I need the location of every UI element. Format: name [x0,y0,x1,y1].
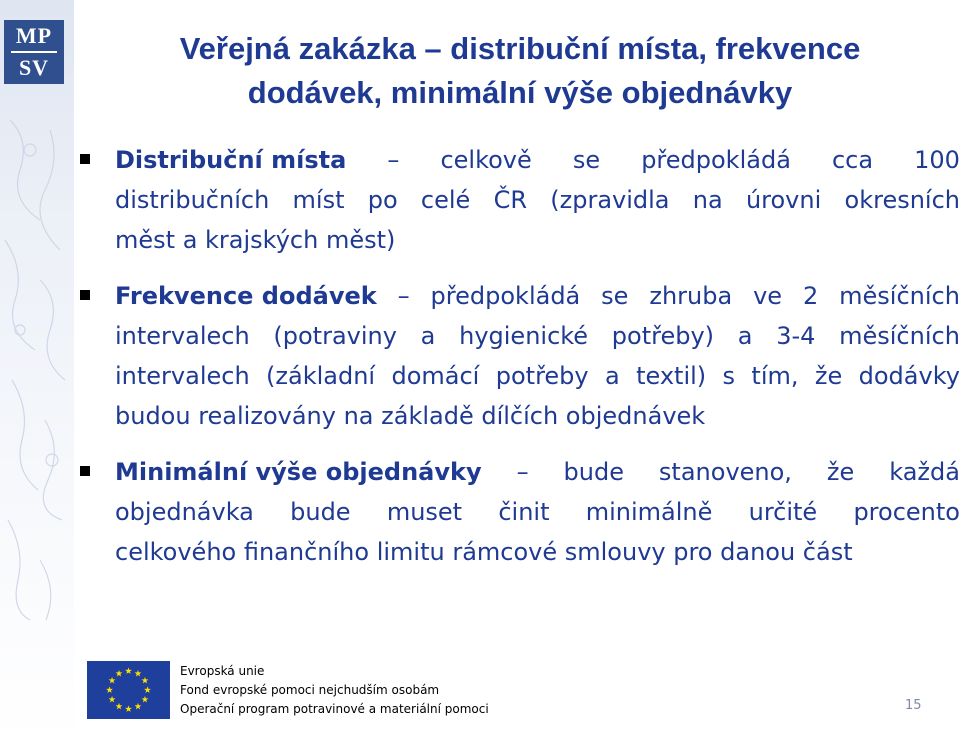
bullet-text: celkového finančního limitu rámcové smlouvy pro danou část [115,538,853,566]
bullet-word: na [692,186,723,214]
bullet-word: celkově [440,146,532,174]
bullet-word: procento [853,498,960,526]
bullet-distribution-points [80,140,960,260]
logo-divider [11,51,57,53]
bullet-word: bude [290,498,351,526]
eu-star [116,703,123,710]
bullet-line [115,356,960,396]
bullet-word: činit [498,498,550,526]
bullet-word: se [601,282,629,310]
bullet-word: muset [386,498,463,526]
bullet-term: Frekvence dodávek [115,282,377,310]
eu-star [142,677,149,684]
footer-funding-text [180,662,489,719]
slide-title [150,27,890,115]
bullet-word: a [737,322,753,350]
bullet-word: a [604,362,620,390]
mpsv-logo [4,20,64,84]
bullet-line [115,316,960,356]
bullet-word: (základní [266,362,376,390]
bullet-term: Distribuční místa [115,146,347,174]
eu-star [125,667,132,674]
eu-star [125,705,132,712]
bullet-word: minimálně [585,498,713,526]
bullet-word: – [397,282,410,310]
bullet-marker [80,154,90,164]
eu-star [142,696,149,703]
logo-top-text: MP [15,23,53,48]
bullet-word: (zpravidla [550,186,670,214]
bullet-word: celé [420,186,471,214]
bullet-line [115,276,960,316]
eu-star [109,696,116,703]
side-band-pattern [0,0,74,742]
eu-star [135,703,142,710]
bullet-word: předpokládá [641,146,791,174]
bullet-word: po [367,186,398,214]
bullet-word: okresních [844,186,960,214]
bullet-word: distribučních [115,186,270,214]
bullet-word: se [572,146,601,174]
bullet-delivery-frequency [80,276,960,436]
eu-star [144,686,151,693]
bullet-word: cca [831,146,874,174]
bullet-text: budou realizovány na základě dílčích objednávek [115,402,706,430]
bullet-word: úrovni [745,186,822,214]
bullet-word: a [420,322,436,350]
bullet-line [115,452,960,492]
bullet-word: 100 [914,146,960,174]
bullet-word: objednávka [115,498,254,526]
eu-star [135,670,142,677]
bullet-word: – [516,458,529,486]
bullet-word: míst [292,186,345,214]
footer-line-2: Fond evropské pomoci nejchudším osobám [180,683,440,697]
bullet-term: Minimální výše objednávky [115,458,482,486]
bullet-word: intervalech [115,362,250,390]
page-number: 15 [905,698,922,713]
bullet-line [115,220,960,260]
eu-flag [87,661,170,719]
eu-stars-icon [87,661,170,719]
bullet-marker [80,290,90,300]
bullet-list [80,140,960,588]
title-line-1: Veřejná zakázka – distribuční místa, frekvence [179,31,861,66]
bullet-word: 3-4 [776,322,816,350]
bullet-word: bude [563,458,624,486]
bullet-word: domácí [391,362,480,390]
bullet-word: (potraviny [273,322,397,350]
footer-line-1: Evropská unie [180,664,265,678]
bullet-word: určité [748,498,818,526]
bullet-word: stanoveno, [658,458,792,486]
footer-line-3: Operační program potravinové a materiální pomoci [180,702,489,716]
title-line-2: dodávek, minimální výše objednávky [247,75,793,110]
bullet-text: měst a krajských měst) [115,226,396,254]
bullet-line [115,396,960,436]
bullet-marker [80,466,90,476]
bullet-word: předpokládá [430,282,581,310]
bullet-word: že [826,458,855,486]
bullet-word: – [387,146,400,174]
eu-star [116,670,123,677]
bullet-line [115,492,960,532]
bullet-word: ČR [493,186,528,214]
bullet-word: intervalech [115,322,250,350]
bullet-word: ve [753,282,783,310]
bullet-word: tím, [751,362,799,390]
bullet-word: s [722,362,736,390]
bullet-word: potřeby [495,362,589,390]
eu-star [109,677,116,684]
bullet-word: měsíčních [839,282,960,310]
bullet-word: zhruba [649,282,733,310]
bullet-line [115,140,960,180]
side-band [0,0,74,742]
bullet-word: 2 [802,282,819,310]
logo-bottom-text: SV [18,55,50,80]
bullet-minimum-order [80,452,960,572]
bullet-word: textil) [636,362,707,390]
bullet-word: že [814,362,843,390]
bullet-word: hygienické [459,322,589,350]
bullet-word: dodávky [858,362,960,390]
bullet-word: každá [889,458,960,486]
bullet-word: měsíčních [839,322,960,350]
eu-star [106,686,113,693]
bullet-line [115,180,960,220]
bullet-word: potřeby) [611,322,715,350]
bullet-line [115,532,960,572]
